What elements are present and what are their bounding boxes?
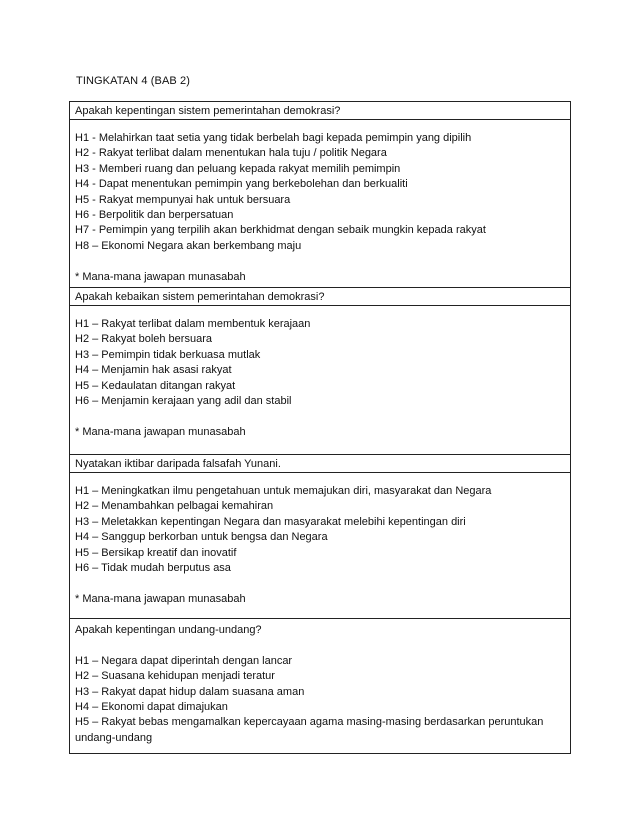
answer-block-4 — [70, 619, 570, 753]
answer-line: H5 – Kedaulatan ditangan rakyat — [75, 379, 236, 392]
answer-line: H6 – Tidak mudah berputus asa — [75, 561, 231, 574]
question-3: Nyatakan iktibar daripada falsafah Yunani. — [70, 455, 570, 473]
answer-note: * Mana-mana jawapan munasabah — [75, 592, 246, 605]
answer-line: H5 – Bersikap kreatif dan inovatif — [75, 546, 237, 559]
answer-line: H3 – Rakyat dapat hidup dalam suasana aman — [75, 685, 305, 698]
answer-line: H8 – Ekonomi Negara akan berkembang maju — [75, 239, 302, 252]
answer-line: H1 – Negara dapat diperintah dengan lancar — [75, 654, 293, 667]
question-1: Apakah kepentingan sistem pemerintahan demokrasi? — [70, 102, 570, 120]
question-4: Apakah kepentingan undang-undang? — [75, 624, 262, 636]
question-2: Apakah kebaikan sistem pemerintahan demokrasi? — [70, 288, 570, 306]
answer-line: H2 – Suasana kehidupan menjadi teratur — [75, 670, 275, 683]
answer-line: H5 – Rakyat bebas mengamalkan kepercayaan agama masing-masing berdasarkan peruntukan undang-undang — [75, 716, 544, 744]
answer-line: H1 – Rakyat terlibat dalam membentuk kerajaan — [75, 318, 311, 330]
answer-note: * Mana-mana jawapan munasabah — [75, 425, 246, 438]
answer-line: H3 – Meletakkan kepentingan Negara dan masyarakat melebihi kepentingan diri — [75, 515, 466, 528]
answer-line: H4 – Ekonomi dapat dimajukan — [75, 700, 228, 713]
answer-block-2 — [70, 306, 570, 455]
answer-line: H1 – Meningkatkan ilmu pengetahuan untuk memajukan diri, masyarakat dan Negara — [75, 485, 492, 497]
answer-block-1 — [70, 120, 570, 288]
answer-line: H6 – Menjamin kerajaan yang adil dan stabil — [75, 394, 292, 407]
answer-line: H4 - Dapat menentukan pemimpin yang berkebolehan dan berkualiti — [75, 178, 408, 191]
answer-line: H2 - Rakyat terlibat dalam menentukan hala tuju / politik Negara — [75, 147, 387, 160]
answer-line: H3 – Pemimpin tidak berkuasa mutlak — [75, 348, 261, 361]
qa-table — [69, 101, 571, 754]
answer-line: H3 - Memberi ruang dan peluang kepada rakyat memilih pemimpin — [75, 162, 401, 175]
answer-line: H2 – Rakyat boleh bersuara — [75, 333, 212, 346]
answer-line: H7 - Pemimpin yang terpilih akan berkhidmat dengan sebaik mungkin kepada rakyat — [75, 224, 486, 237]
answer-line: H1 - Melahirkan taat setia yang tidak berbelah bagi kepada pemimpin yang dipilih — [75, 132, 472, 144]
answer-note: * Mana-mana jawapan munasabah — [75, 270, 246, 283]
answer-line: H2 – Menambahkan pelbagai kemahiran — [75, 500, 274, 513]
answer-line: H5 - Rakyat mempunyai hak untuk bersuara — [75, 193, 291, 206]
answer-line: H6 - Berpolitik dan berpersatuan — [75, 208, 234, 221]
answer-block-3 — [70, 473, 570, 619]
document-title: TINGKATAN 4 (BAB 2) — [76, 75, 190, 87]
answer-line: H4 – Sanggup berkorban untuk bengsa dan Negara — [75, 531, 328, 544]
answer-line: H4 – Menjamin hak asasi rakyat — [75, 364, 232, 377]
